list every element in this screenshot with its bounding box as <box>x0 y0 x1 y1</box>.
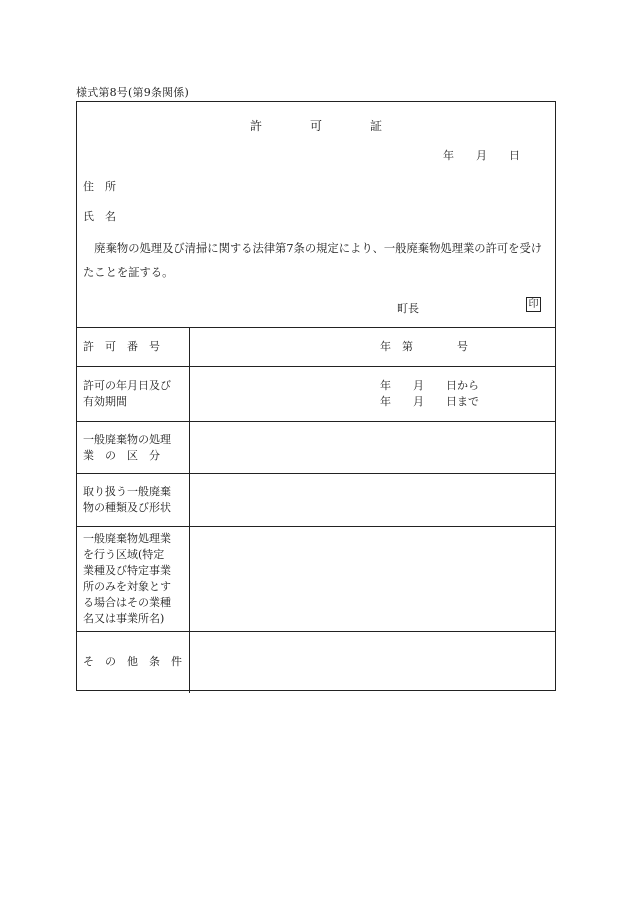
row-label-validity: 許可の年月日及び 有効期間 <box>77 367 190 422</box>
address-label: 住 所 <box>83 180 116 193</box>
table-row <box>77 632 555 693</box>
row-value-waste-type <box>190 474 556 527</box>
row-value-service-area <box>190 527 556 632</box>
row-label-other-conditions: そ の 他 条 件 <box>77 632 190 693</box>
form-number-label: 様式第8号(第9条関係) <box>76 86 189 99</box>
table-row <box>77 328 555 367</box>
mayor-label: 町長 <box>397 302 419 315</box>
issue-date-line: 年 月 日 <box>443 149 520 162</box>
row-value-validity: 年 月 日から 年 月 日まで <box>190 367 556 422</box>
table-row <box>77 367 555 422</box>
table-row <box>77 527 555 632</box>
table-row <box>77 474 555 527</box>
certificate-title: 許 可 証 <box>249 119 382 133</box>
row-label-waste-type: 取り扱う一般廃棄 物の種類及び形状 <box>77 474 190 527</box>
permit-details-table <box>77 327 555 693</box>
row-value-permit-number: 年 第 号 <box>190 328 556 367</box>
name-label: 氏 名 <box>83 210 116 223</box>
table-row <box>77 422 555 474</box>
row-label-service-area: 一般廃棄物処理業 を行う区域(特定 業種及び特定事業 所のみを対象とす る場合はその業種 名又は事業所名) <box>77 527 190 632</box>
row-value-business-category <box>190 422 556 474</box>
seal-mark: 印 <box>526 297 541 312</box>
row-label-business-category: 一般廃棄物の処理 業 の 区 分 <box>77 422 190 474</box>
row-value-other-conditions <box>190 632 556 693</box>
row-label-permit-number: 許 可 番 号 <box>77 328 190 367</box>
certification-statement: 廃棄物の処理及び清掃に関する法律第7条の規定により、一般廃棄物処理業の許可を受けたことを証する。 <box>83 242 543 279</box>
certificate-frame <box>76 101 556 691</box>
